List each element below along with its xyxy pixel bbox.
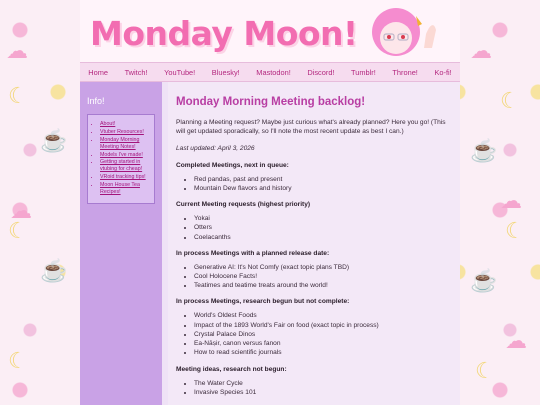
sidebar-link-vtuber-resources[interactable]: • Vtuber Resources! [100,129,149,136]
content-area [80,82,460,405]
main-content [168,82,460,405]
sidebar-link-vroid-tips[interactable]: • VRoid tracking tips! [100,174,149,181]
intro-text: Planning a Meeting request? Maybe just curious what's already planned? Here you go! (This will get updated sporadically, so I'll note the most recent update as best I can.) [176,119,446,136]
nav-discord[interactable]: Discord! [307,67,335,77]
list-item: • Teatimes and teatime treats around the world! [194,281,450,290]
section-heading: Meeting ideas, research not begun: [176,365,287,373]
list-item: • World's Oldest Foods [194,311,450,320]
sidebar-heading: Info! [87,96,105,106]
section-heading: Completed Meetings, next in queue: [176,161,289,169]
page-wrapper [80,0,460,405]
moon-icon: ☾ [8,348,28,373]
list-item: • The Water Cycle [194,379,450,388]
nav-kofi[interactable]: Ko-fi! [434,67,452,77]
sidebar-link-models[interactable]: • Models I've made! [100,152,149,159]
list-item: • Coelacanths [194,233,450,242]
nav-tumblr[interactable]: Tumblr! [351,67,376,77]
blob-decoration: ☁ [6,38,28,63]
page-title: Monday Morning Meeting backlog! [176,96,366,108]
list-item: • How to read scientific journals [194,348,450,357]
section-heading: Current Meeting requests (highest priority) [176,201,311,209]
sidebar-link-box [87,114,155,204]
nav-bluesky[interactable]: Bluesky! [211,67,240,77]
site-header [80,0,460,62]
teacup-icon: ☕ [40,258,68,283]
sidebar-link-getting-started[interactable]: • Getting started in vtubing for cheap! [100,159,149,173]
teacup-icon: ☕ [470,138,498,163]
moon-icon: ☾ [505,218,525,243]
nav-throne[interactable]: Throne! [392,67,418,77]
last-updated: Last updated: April 3, 2026 [176,145,255,153]
list-item: • Ea-Nāṣir, canon versus fanon [194,339,450,348]
site-title: Monday Moon! [90,14,358,53]
sidebar-link-tea-recipes[interactable]: • Moon House Tea Recipes! [100,182,149,196]
section-heading: In process Meetings, research begun but not complete: [176,298,350,306]
nav-youtube[interactable]: YouTube! [164,67,196,77]
blob-decoration: ☁ [470,38,492,63]
sidebar-link-about[interactable]: • About! [100,121,149,128]
nav-mastodon[interactable]: Mastodon! [256,67,291,77]
blob-decoration: ☁ [505,328,527,353]
blob-decoration: ☁ [500,188,522,213]
nav-twitch[interactable]: Twitch! [124,67,148,77]
list-item: • Cool Holocene Facts! [194,272,450,281]
list-item: • Invasive Species 101 [194,388,450,397]
list-item: • Yokai [194,214,450,223]
list-item: • Otters [194,223,450,232]
top-nav [80,62,460,82]
list-item: • Generative AI: It's Not Comfy (exact topic plans TBD) [194,263,450,272]
moon-icon: ☾ [8,83,28,108]
sidebar-link-meeting-notes[interactable]: • Monday Morning Meeting Notes! [100,137,149,151]
sidebar [80,82,162,405]
teacup-icon: ☕ [40,128,68,153]
moon-icon: ☾ [475,358,495,383]
list-item: • Impact of the 1893 World's Fair on food (exact topic in process) [194,321,450,330]
blob-decoration: ☁ [10,198,32,223]
moon-icon: ☾ [8,218,28,243]
teacup-icon: ☕ [470,268,498,293]
moon-icon: ☾ [500,88,520,113]
list-item: • Crystal Palace Dinos [194,330,450,339]
list-item: • Mountain Dew flavors and history [194,184,450,193]
nav-home[interactable]: Home [88,67,108,77]
list-item: • Red pandas, past and present [194,175,450,184]
section-heading: In process Meetings with a planned release date: [176,249,330,257]
avatar-illustration-icon [360,4,442,62]
